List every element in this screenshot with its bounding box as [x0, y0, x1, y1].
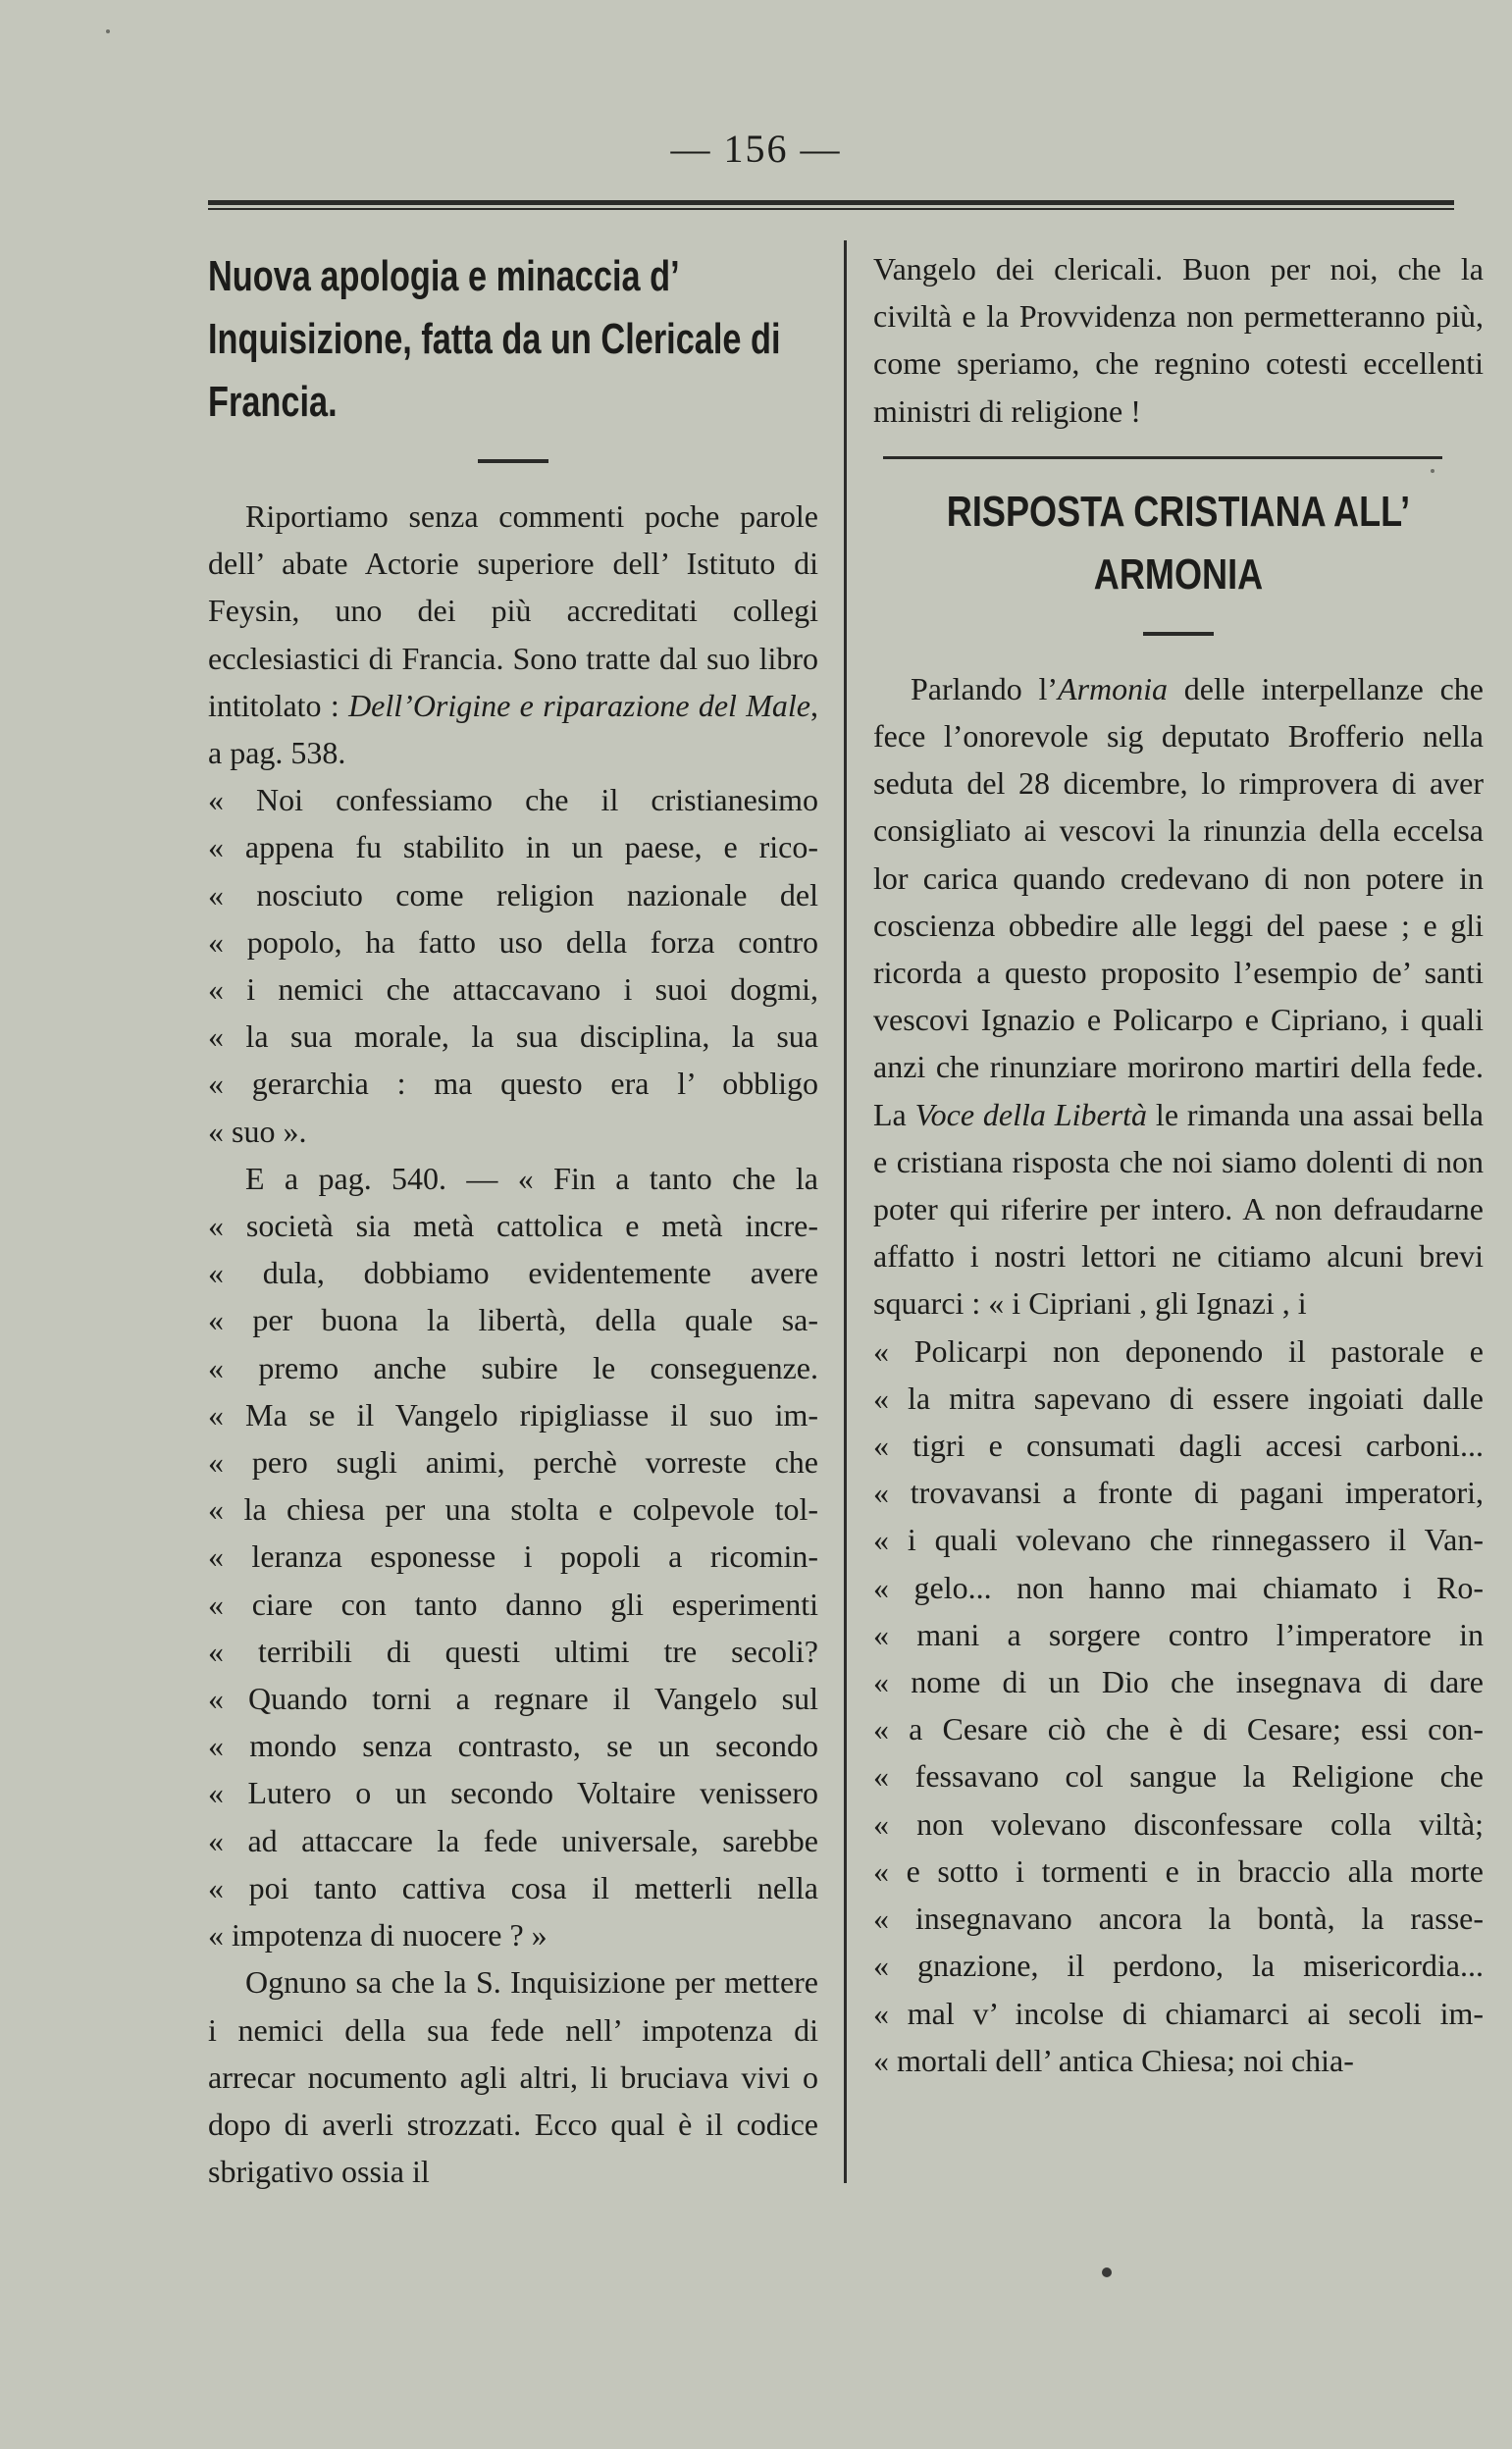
quote-line: « dula, dobbiamo evidentemente avere — [208, 1255, 818, 1291]
quote-line: « ad attaccare la fede universale, sarebbe — [208, 1822, 818, 1858]
article-title-inquisizione: Nuova apologia e minaccia d’ Inquisizione, fatta da un Clericale di Francia. — [208, 252, 781, 426]
title-rule — [478, 459, 548, 463]
quote-line: « società sia metà cattolica e metà incre- — [208, 1208, 818, 1244]
quote-line: « appena fu stabilito in un paese, e rico- — [208, 829, 818, 865]
quote-line: « Ma se il Vangelo ripigliasse il suo im- — [208, 1396, 818, 1433]
risposta-paragraph: Parlando l’Armonia delle interpellanze che fece l’onorevole sig deputato Brofferio nella seduta del 28 dicembre, lo rimprovera di aver consigliato ai vescovi la rinunzia della eccelsa lor carica quando credevano di non potere in coscienza obbedire alle leggi del paese ; e gli ricorda a questo proposito l’esempio de’ santi vescovi Ignazio e Policarpo e Cipriano, i quali anzi che rinunziare morirono martiri della fede. La Voce della Libertà le rimanda una assai bella e cristiana risposta che noi siamo dolenti di non poter qui riferire per intero. A non defraudarne affatto i nostri lettori ne citiamo alcuni brevi squarci : « i Cipriani , gli Ignazi , i — [873, 670, 1485, 1322]
paper-speck — [106, 29, 110, 33]
paper-speck — [1431, 469, 1434, 473]
quote-line: « e sotto i tormenti e in braccio alla morte — [873, 1852, 1484, 1889]
voce-liberta-title: Voce della Libertà — [914, 1096, 1148, 1132]
page-number: — 156 — — [670, 127, 842, 171]
quote2-lead: E a pag. 540. — « Fin a tanto che la — [245, 1160, 818, 1196]
quote-line: « Lutero o un secondo Voltaire venissero — [208, 1775, 818, 1811]
quote-line: « nome di un Dio che insegnava di dare — [873, 1664, 1484, 1700]
closing-paragraph: Ognuno sa che la S. Inquisizione per mettere i nemici della sua fede nell’ impotenza di arrecar nocumento agli altri, li bruciava vivi o dopo di averli strozzati. Ecco qual è il codice sbrigativo ossia il — [208, 1964, 818, 2190]
quote-line: « i quali volevano che rinnegassero il Van- — [873, 1522, 1484, 1558]
quote-line: « per buona la libertà, della quale sa- — [208, 1302, 818, 1338]
quote-line: « gerarchia : ma questo era l’ obbligo — [208, 1066, 818, 1102]
quote-line: « la mitra sapevano di essere ingoiati dalle — [873, 1380, 1484, 1416]
quote-line: « la chiesa per una stolta e colpevole tol- — [208, 1491, 818, 1528]
quote-line: « fessavano col sangue la Religione che — [873, 1758, 1484, 1795]
quote-line: « terribili di questi ultimi tre secoli? — [208, 1633, 818, 1669]
right-column — [873, 245, 1484, 2084]
ink-dot — [1102, 2267, 1112, 2277]
quote-line: « leranza esponesse i popoli a ricomin- — [208, 1538, 818, 1575]
quote-line: « Noi confessiamo che il cristianesimo — [208, 782, 818, 818]
quote-block-3 — [873, 1328, 1484, 2084]
quote-line: « non volevano disconfessare colla viltà; — [873, 1805, 1484, 1842]
quote-line: « insegnavano ancora la bontà, la rasse- — [873, 1901, 1484, 1937]
quote-line: « popolo, ha fatto uso della forza contro — [208, 923, 818, 960]
section-rule — [883, 456, 1442, 459]
quote-line: « trovavansi a fronte di pagani imperatori, — [873, 1475, 1484, 1511]
quote-block-1 — [208, 776, 818, 1155]
quote-block-2 — [208, 1202, 818, 1958]
quote-line: « premo anche subire le conseguenze. — [208, 1349, 818, 1385]
quote-line: « impotenza di nuocere ? » — [208, 1917, 547, 1954]
quote-line: « nosciuto come religion nazionale del — [208, 876, 818, 912]
quote-line: « mani a sorgere contro l’imperatore in — [873, 1616, 1484, 1652]
column-divider — [844, 240, 847, 2183]
quote-line: « a Cesare ciò che è di Cesare; essi con- — [873, 1711, 1484, 1747]
quote-line: « mal v’ incolse di chiamarci ai secoli im- — [873, 1995, 1484, 2031]
quote-line: « mortali dell’ antica Chiesa; noi chia- — [873, 2042, 1354, 2078]
quote-line: « i nemici che attaccavano i suoi dogmi, — [208, 971, 818, 1008]
quote-line: « gelo... non hanno mai chiamato i Ro- — [873, 1569, 1484, 1605]
book-title: Dell’Origine e riparazione del Male — [348, 687, 810, 723]
quote-line: « suo ». — [208, 1113, 307, 1149]
article-title-risposta: RISPOSTA CRISTIANA ALL’ ARMONIA — [946, 487, 1411, 599]
title-rule-right — [1143, 632, 1214, 636]
quote-line: « mondo senza contrasto, se un secondo — [208, 1728, 818, 1764]
quote-line: « gnazione, il perdono, la misericordia... — [873, 1948, 1484, 1984]
quote-line: « Quando torni a regnare il Vangelo sul — [208, 1681, 818, 1717]
intro-paragraph: Riportiamo senza commenti poche parole dell’ abate Actorie superiore dell’ Istituto di Feysin, uno dei più accreditati collegi ecclesiastici di Francia. Sono tratte dal suo libro intitolato : Dell’Origine e riparazione del Male, a pag. 538. — [208, 498, 818, 771]
left-column — [208, 245, 818, 2195]
quote-line: « tigri e consumati dagli accesi carboni... — [873, 1428, 1484, 1464]
quote-line: « pero sugli animi, perchè vorreste che — [208, 1444, 818, 1481]
quote-line: « la sua morale, la sua disciplina, la sua — [208, 1018, 818, 1055]
quote-line: « Policarpi non deponendo il pastorale e — [873, 1332, 1484, 1369]
continuation-paragraph: Vangelo dei clericali. Buon per noi, che la civiltà e la Provvidenza non permetteranno più, come speriamo, che regnino cotesti eccellenti ministri di religione ! — [873, 251, 1484, 429]
header-rule — [208, 200, 1454, 210]
quote-line: « ciare con tanto danno gli esperimenti — [208, 1586, 818, 1622]
armonia-title: Armonia — [1058, 670, 1169, 706]
quote-line: « poi tanto cattiva cosa il metterli nella — [208, 1869, 818, 1905]
